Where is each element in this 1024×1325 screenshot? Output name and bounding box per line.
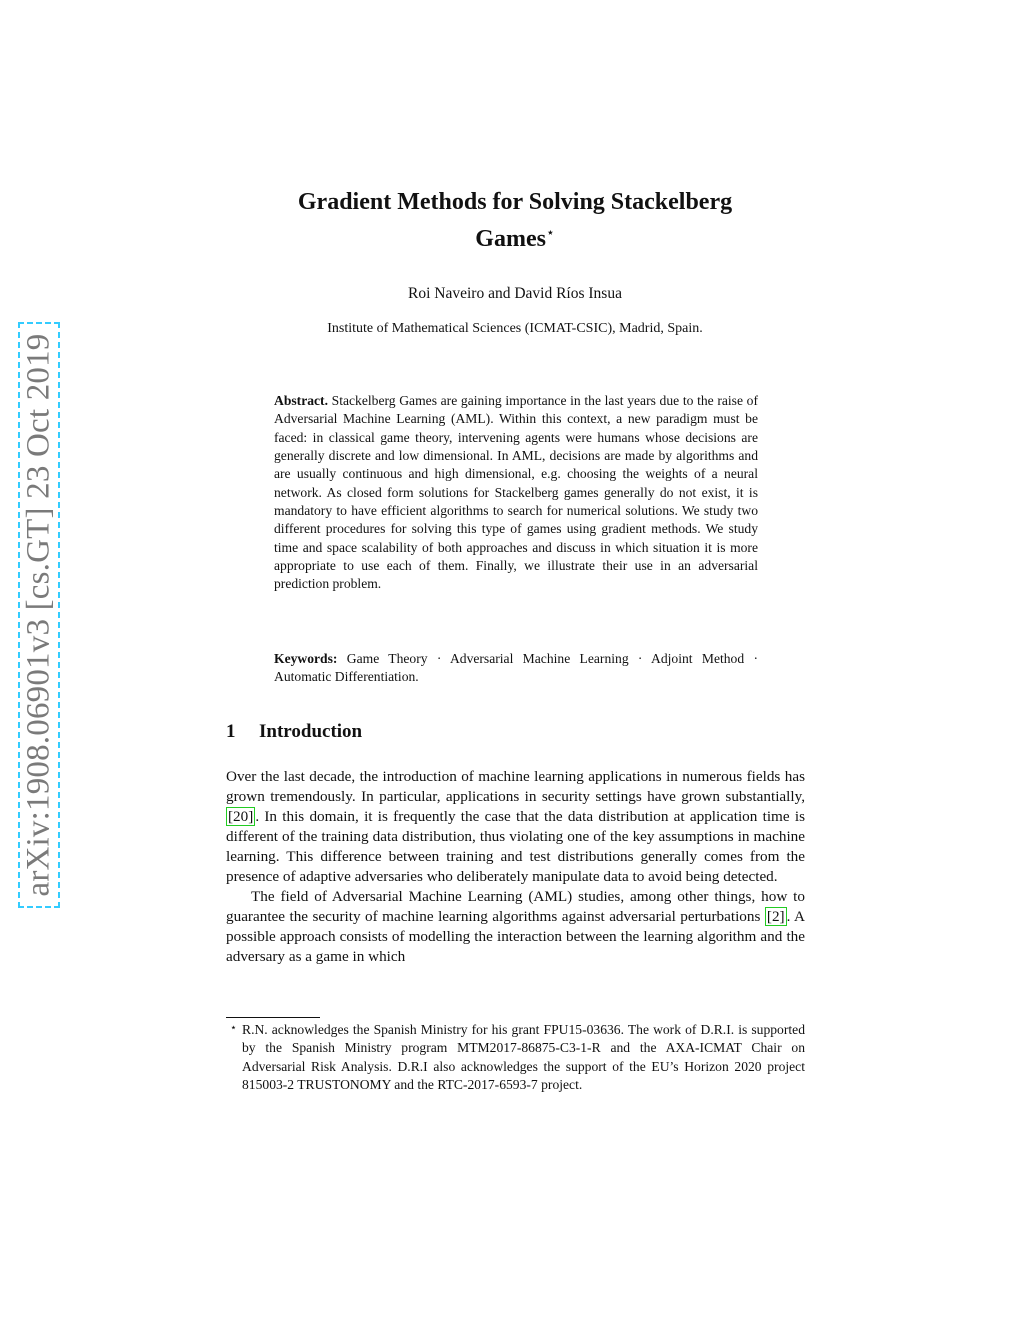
abstract [274, 392, 758, 594]
paragraph-1 [226, 767, 805, 887]
citation-link-20[interactable]: [20] [228, 808, 254, 825]
footnote [226, 1021, 805, 1095]
abstract-label: Abstract. [274, 393, 328, 408]
body-text [226, 767, 805, 967]
affiliation: Institute of Mathematical Sciences (ICMAT-CSIC), Madrid, Spain. [327, 321, 703, 336]
section-number: 1 [226, 721, 236, 742]
keywords-text: Game Theory · Adversarial Machine Learning · Adjoint Method · Automatic Differentiation. [274, 651, 758, 685]
arxiv-identifier: arXiv:1908.06901v3 [cs.GT] 23 Oct 2019 [20, 333, 57, 897]
footnote-mark: ⋆ [230, 1022, 237, 1034]
abstract-text: Stackelberg Games are gaining importance in the last years due to the raise of Adversarial Machine Learning (AML). Within this context, a new paradigm must be faced: in classical game theory, intervening agents were humans whose decisions are generally discrete and low dimensional. In AML, decisions are made by algorithms and are usually continuous and high dimensional, e.g. choosing the weights of a neural network. As closed form solutions for Stackelberg games generally do not exist, it is mandatory to have efficient algorithms to search for numerical solutions. We study two different procedures for solving this type of games using gradient methods. We study time and space scalability of both approaches and discuss in which situation it is more appropriate to use each of them. Finally, we illustrate their use in an adversarial prediction problem. [274, 393, 758, 592]
title-line-2: Games [475, 226, 546, 252]
paragraph-2 [226, 887, 805, 967]
keywords [274, 650, 758, 687]
footnote-rule [226, 1017, 320, 1018]
authors: Roi Naveiro and David Ríos Insua [408, 285, 622, 302]
para2-text-b: . A possible approach consists of modelling the interaction between the learning algorithm and the adversary as a game in which [226, 908, 805, 965]
keywords-label: Keywords: [274, 651, 338, 666]
para1-text-b: . In this domain, it is frequently the case that the data distribution at application time is different of the training data distribution, thus violating one of the key assumptions in machine learning. This difference between training and test distributions generally comes from the presence of adaptive adversaries who deliberately manipulate data to avoid being detected. [226, 808, 805, 885]
paper-title [230, 187, 800, 255]
citation-link-2[interactable]: [2] [766, 908, 785, 925]
section-heading [226, 721, 362, 743]
para1-text-a: Over the last decade, the introduction of machine learning applications in numerous fields has grown tremendously. In particular, applications in security settings have grown substantially, [226, 768, 805, 805]
title-footnote-mark: ⋆ [545, 226, 555, 241]
title-line-1: Gradient Methods for Solving Stackelberg [297, 189, 733, 215]
arxiv-side-stamp [18, 322, 60, 908]
footnote-text: R.N. acknowledges the Spanish Ministry for his grant FPU15-03636. The work of D.R.I. is supported by the Spanish Ministry program MTM2017-86875-C3-1-R and the AXA-ICMAT Chair on Adversarial Risk Analysis. D.R.I also acknowledges the support of the EU’s Horizon 2020 project 815003-2 TRUSTONOMY and the RTC-2017-6593-7 project. [242, 1022, 805, 1093]
section-title: Introduction [259, 721, 363, 742]
para2-text-a: The field of Adversarial Machine Learning (AML) studies, among other things, how to guarantee the security of machine learning algorithms against adversarial perturbations [226, 888, 805, 925]
